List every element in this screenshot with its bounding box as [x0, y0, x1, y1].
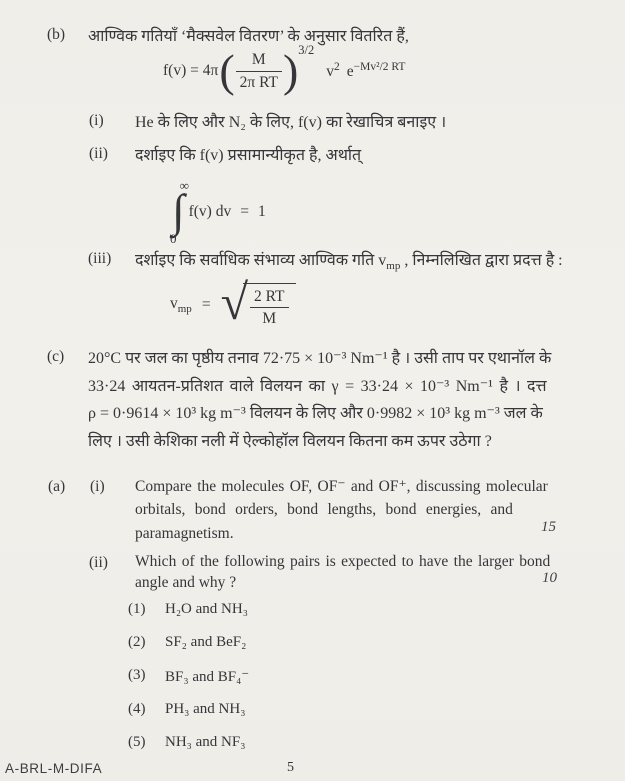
section-b-label: (b)	[47, 26, 66, 43]
section-c-line: लिए । उसी केशिका नली में ऐल्कोहॉल विलयन कितना कम ऊपर उठेगा ?	[88, 432, 492, 450]
pair-1-label: (1)	[128, 601, 146, 617]
section-a-item-ii-paragraph	[135, 553, 550, 594]
fraction-numerator: M	[251, 51, 266, 69]
integral-sign: ∫	[172, 185, 185, 236]
section-c-line: ρ = 0·9614 × 10³ kg m⁻³ विलयन के लिए और 0·9982 × 10³ kg m⁻³ जल के	[88, 405, 543, 423]
item-i-text: He के लिए और N₂ के लिए, f(v) का रेखाचित्र बनाइए ।	[135, 114, 447, 131]
sqrt-numerator: 2 RT	[254, 288, 285, 305]
section-c-line: 20°C पर जल का पृष्ठीय तनाव 72·75 × 10⁻³ Nm⁻¹ है । उसी ताप पर एथानॉल के	[88, 350, 552, 367]
section-c-paragraph	[88, 346, 551, 456]
v-squared-term: $v^2$	[326, 60, 340, 81]
pair-4-text: PH₃ and NH₃	[165, 701, 246, 717]
formula-fraction	[236, 50, 282, 92]
item-i-line: Compare the molecules OF, OF⁻ and OF⁺, discussing molecular	[135, 478, 548, 495]
section-c-label: (c)	[47, 348, 65, 365]
item-i-line: paramagnetism.	[135, 525, 234, 542]
item-i-label: (i)	[89, 112, 104, 129]
pair-5-text: NH₃ and NF₃	[165, 734, 246, 750]
vmp-lhs: $v_{mp}$	[170, 295, 192, 316]
integral-upper-limit: ∞	[179, 178, 189, 193]
formula-lhs: f(v) = 4π	[163, 62, 219, 79]
radical-sign: √	[220, 274, 249, 330]
pair-4-label: (4)	[128, 701, 146, 717]
vmp-formula	[170, 274, 296, 330]
close-paren: )	[282, 45, 299, 96]
maxwell-distribution-formula	[163, 43, 406, 96]
pair-3-text: BF₃ and BF₄⁻	[165, 669, 250, 685]
pair-5-label: (5)	[128, 734, 146, 750]
section-a-item-i-paragraph	[135, 477, 548, 549]
sqrt-denominator: M	[250, 307, 289, 328]
exponential-term: $e^{-Mv^2/2 RT}$	[346, 60, 406, 81]
item-i-line: orbitals, bond orders, bond lengths, bond energies, and	[135, 501, 513, 518]
pair-1-text: H₂O and NH₃	[165, 601, 248, 617]
pair-2-text: SF₂ and BeF₂	[165, 634, 247, 650]
pair-2-label: (2)	[128, 634, 146, 650]
item-iii-text: दर्शाइए कि सर्वाधिक संभाव्य आण्विक गति $v_{mp}$ , निम्नलिखित द्वारा प्रदत्त है :	[135, 252, 563, 273]
paren-exponent: 3/2	[298, 43, 315, 57]
integral-sign-column	[170, 178, 189, 246]
item-ii-text: दर्शाइए कि f(v) प्रसामान्यीकृत है, अर्थात्	[135, 147, 362, 164]
integral-equals: =	[240, 202, 249, 220]
integral-rhs: 1	[257, 202, 266, 220]
vmp-equals: =	[201, 296, 211, 314]
section-c-line: 33·24 आयतन-प्रतिशत वाले विलयन का γ = 33·24 × 10⁻³ Nm⁻¹ है । दत्त	[88, 377, 547, 395]
page-number: 5	[287, 760, 294, 775]
open-paren: (	[219, 45, 235, 96]
item-i-marks: 15	[541, 519, 556, 535]
pair-3-label: (3)	[128, 667, 146, 683]
integral-lower-limit: 0	[170, 230, 177, 246]
item-ii-marks: 10	[542, 570, 557, 586]
section-a-label: (a)	[48, 478, 66, 495]
fraction-denominator: 2π RT	[236, 71, 282, 92]
item-ii-line: angle and why ?	[135, 573, 237, 591]
item-ii-label: (ii)	[89, 145, 108, 162]
section-a-item-i-label: (i)	[90, 478, 105, 495]
section-a-item-ii-label: (ii)	[89, 554, 108, 571]
radicand	[243, 283, 296, 329]
section-b-intro: आण्विक गतियाँ ‘मैक्सवेल वितरण’ के अनुसार वितरित हैं,	[88, 28, 409, 45]
square-root	[220, 274, 296, 330]
item-ii-line: Which of the following pairs is expected to have the larger bond	[135, 553, 551, 570]
item-iii-label: (iii)	[88, 250, 112, 267]
normalization-integral	[172, 179, 266, 245]
booklet-code: A-BRL-M-DIFA	[5, 761, 103, 776]
integral-body: f(v) dv	[188, 202, 232, 220]
